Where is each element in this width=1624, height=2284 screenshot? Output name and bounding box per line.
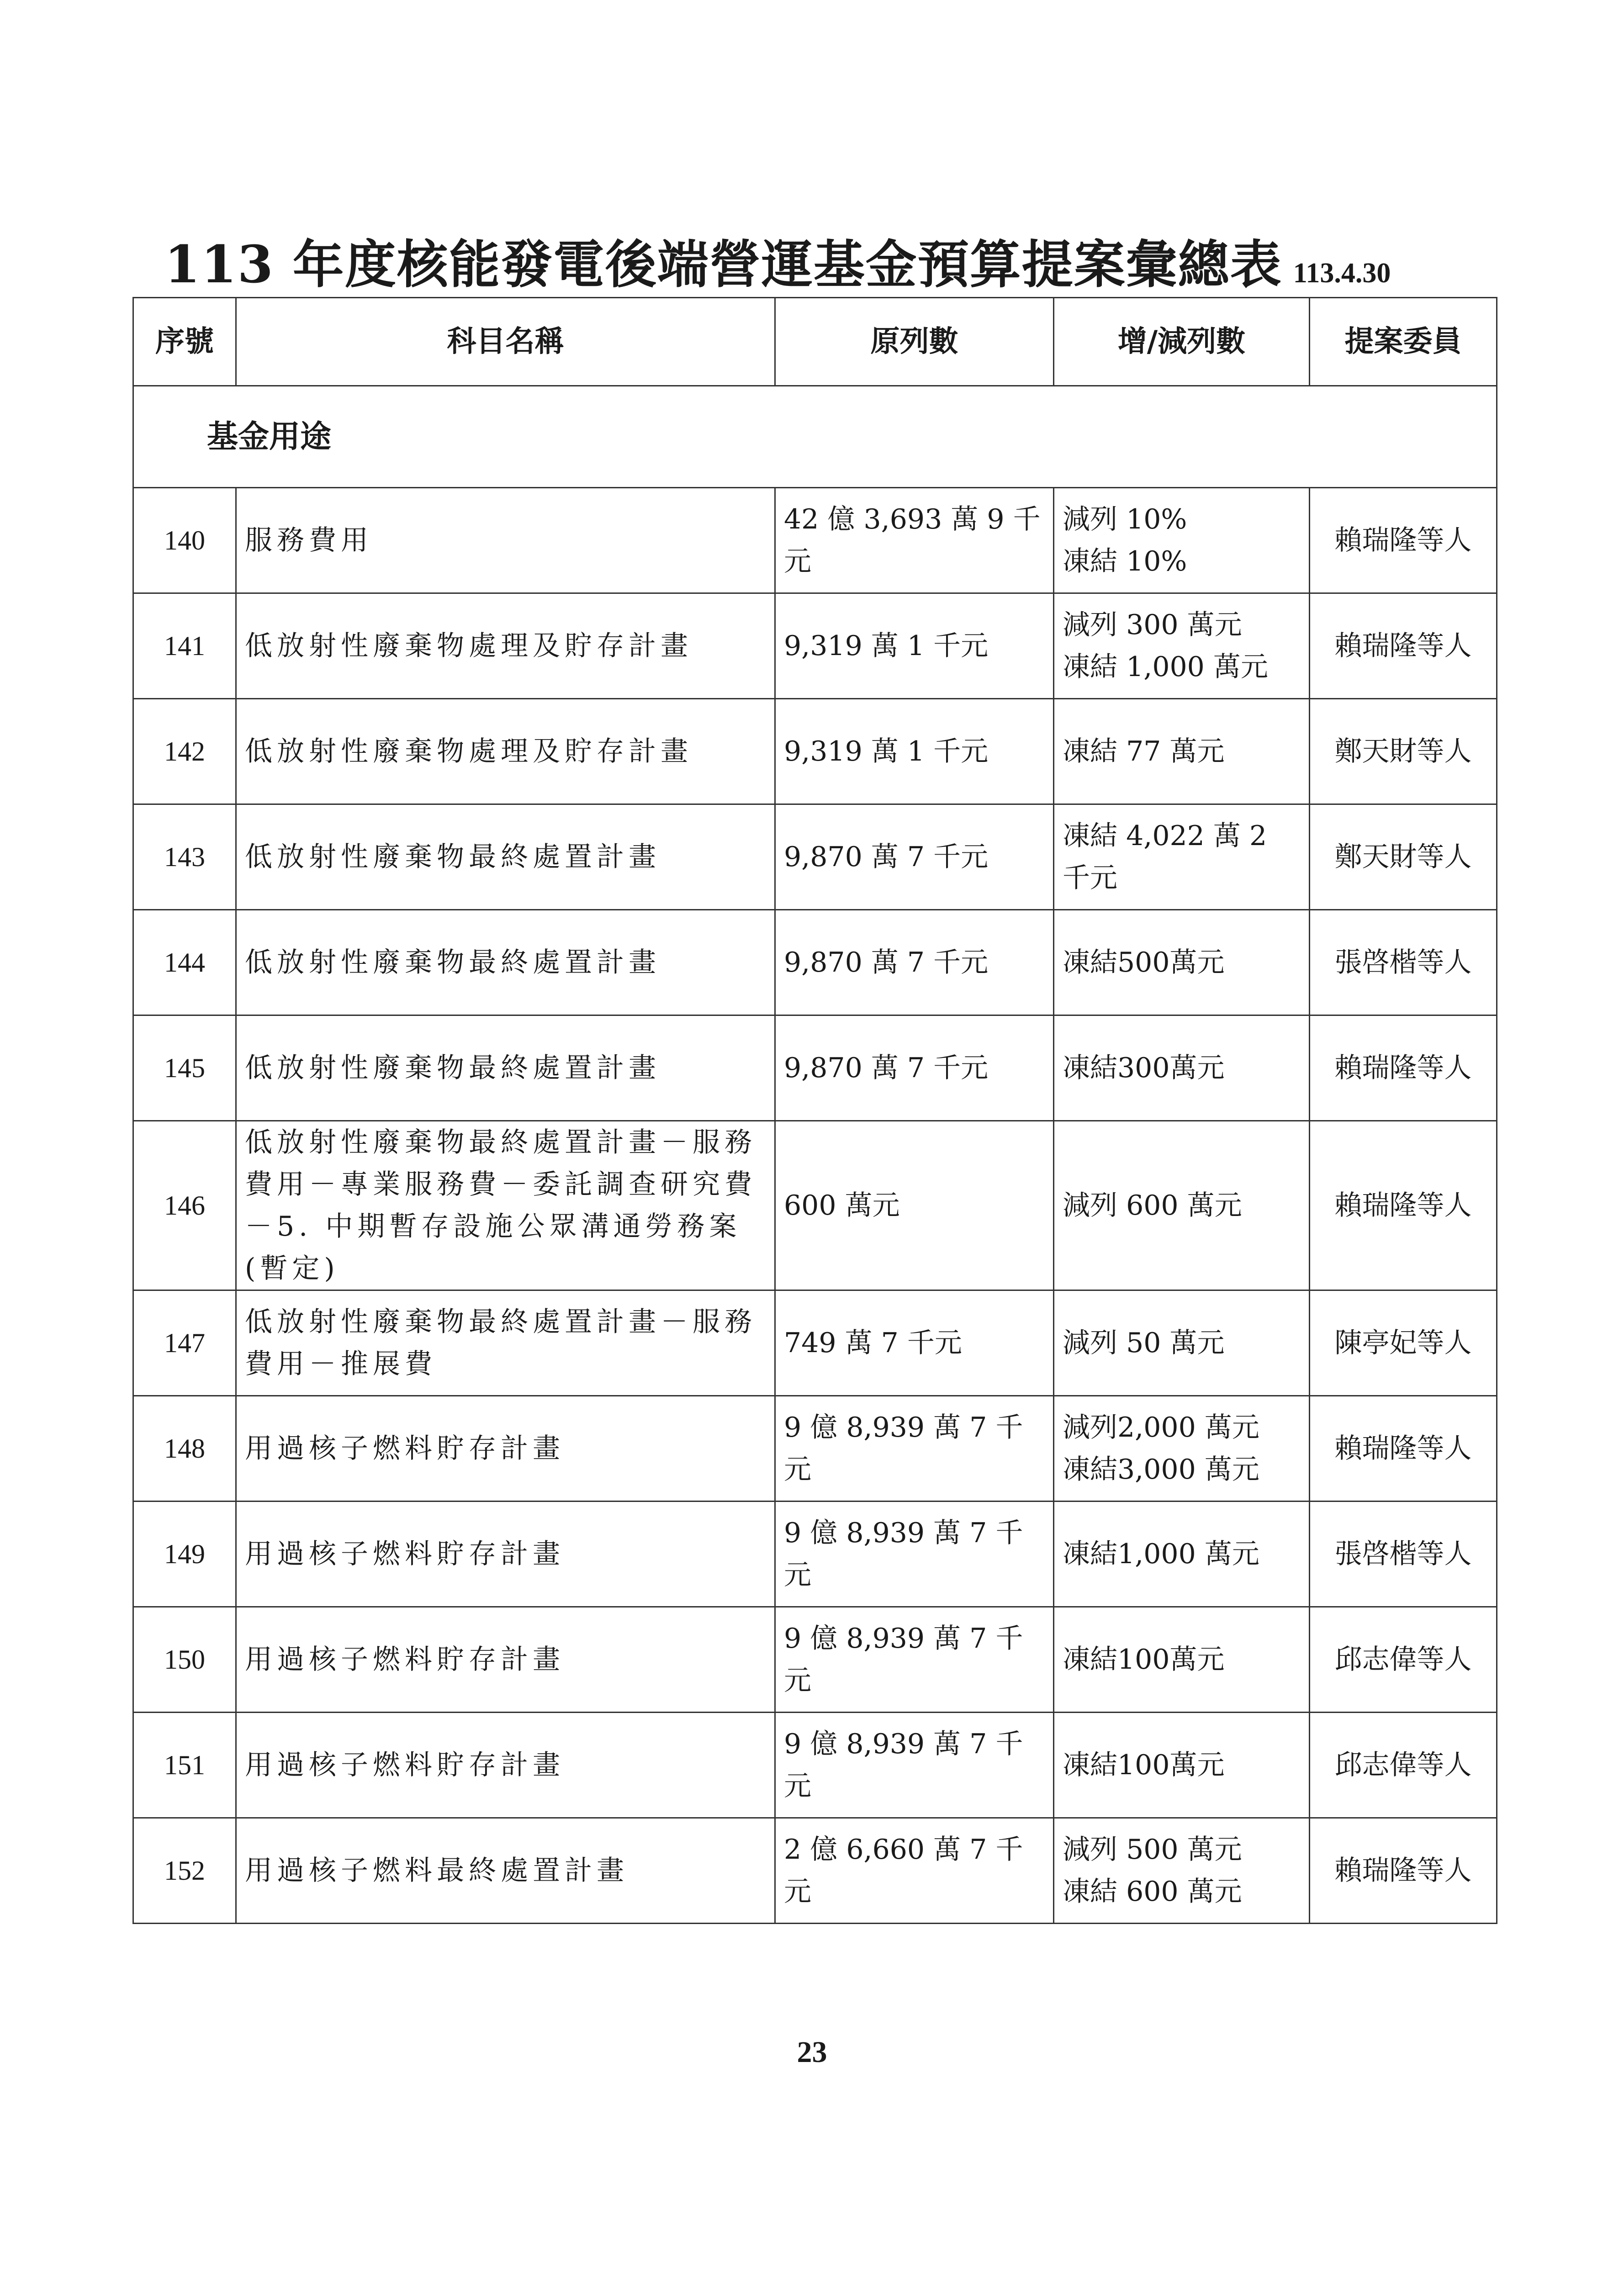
change-line: 減列 500 萬元 bbox=[1063, 1834, 1242, 1866]
table-row bbox=[133, 804, 1497, 910]
title-date: 113.4.30 bbox=[1293, 258, 1391, 289]
row-id: 144 bbox=[133, 910, 236, 1015]
change-line: 凍結 77 萬元 bbox=[1063, 735, 1225, 767]
row-proposer: 賴瑞隆等人 bbox=[1310, 1396, 1497, 1502]
row-subject: 服務費用 bbox=[236, 488, 775, 593]
row-subject: 低放射性廢棄物最終處置計畫 bbox=[236, 1015, 775, 1121]
row-original: 9,319 萬 1 千元 bbox=[775, 699, 1054, 804]
change-line: 凍結 1,000 萬元 bbox=[1063, 651, 1268, 683]
row-id: 150 bbox=[133, 1607, 236, 1713]
header-id: 序號 bbox=[133, 298, 236, 386]
row-change bbox=[1054, 1290, 1310, 1396]
change-line: 凍結 600 萬元 bbox=[1063, 1876, 1242, 1908]
row-change bbox=[1054, 1607, 1310, 1713]
row-subject: 用過核子燃料貯存計畫 bbox=[236, 1607, 775, 1713]
change-line: 減列 50 萬元 bbox=[1063, 1327, 1225, 1359]
header-subject: 科目名稱 bbox=[236, 298, 775, 386]
row-proposer: 邱志偉等人 bbox=[1310, 1607, 1497, 1713]
header-row bbox=[133, 298, 1497, 386]
title-text: 113 年度核能發電後端營運基金預算提案彙總表 bbox=[164, 235, 1282, 295]
table-row bbox=[133, 488, 1497, 593]
table-row bbox=[133, 1502, 1497, 1607]
row-change bbox=[1054, 1713, 1310, 1818]
row-subject: 低放射性廢棄物最終處置計畫－服務費用－專業服務費－委託調查研究費－5. 中期暫存設施公眾溝通勞務案(暫定) bbox=[236, 1121, 775, 1290]
row-id: 142 bbox=[133, 699, 236, 804]
row-id: 152 bbox=[133, 1818, 236, 1924]
row-change bbox=[1054, 699, 1310, 804]
row-proposer: 賴瑞隆等人 bbox=[1310, 1121, 1497, 1290]
change-line: 凍結 4,022 萬 2 千元 bbox=[1063, 820, 1267, 894]
document-title bbox=[164, 224, 1391, 297]
table-row bbox=[133, 1396, 1497, 1502]
row-subject: 低放射性廢棄物處理及貯存計畫 bbox=[236, 593, 775, 699]
row-original: 9 億 8,939 萬 7 千元 bbox=[775, 1502, 1054, 1607]
table-row bbox=[133, 1121, 1497, 1290]
row-proposer: 賴瑞隆等人 bbox=[1310, 1818, 1497, 1924]
header-original: 原列數 bbox=[775, 298, 1054, 386]
row-subject: 用過核子燃料貯存計畫 bbox=[236, 1396, 775, 1502]
row-proposer: 鄭天財等人 bbox=[1310, 699, 1497, 804]
row-original: 9,319 萬 1 千元 bbox=[775, 593, 1054, 699]
change-line: 凍結100萬元 bbox=[1063, 1644, 1225, 1676]
row-original: 9 億 8,939 萬 7 千元 bbox=[775, 1396, 1054, 1502]
row-proposer: 陳亭妃等人 bbox=[1310, 1290, 1497, 1396]
table-row bbox=[133, 1713, 1497, 1818]
row-original: 42 億 3,693 萬 9 千元 bbox=[775, 488, 1054, 593]
change-line: 凍結1,000 萬元 bbox=[1063, 1538, 1259, 1570]
table-row bbox=[133, 910, 1497, 1015]
row-id: 147 bbox=[133, 1290, 236, 1396]
row-original: 9 億 8,939 萬 7 千元 bbox=[775, 1607, 1054, 1713]
change-line: 減列 600 萬元 bbox=[1063, 1190, 1242, 1221]
change-line: 減列 10% bbox=[1063, 503, 1187, 535]
row-subject: 低放射性廢棄物最終處置計畫－服務費用－推展費 bbox=[236, 1290, 775, 1396]
table-row bbox=[133, 593, 1497, 699]
row-original: 600 萬元 bbox=[775, 1121, 1054, 1290]
row-id: 143 bbox=[133, 804, 236, 910]
page-number: 23 bbox=[797, 2036, 827, 2069]
table-row bbox=[133, 699, 1497, 804]
table-row bbox=[133, 1818, 1497, 1924]
row-proposer: 邱志偉等人 bbox=[1310, 1713, 1497, 1818]
row-proposer: 張啓楷等人 bbox=[1310, 1502, 1497, 1607]
change-line: 凍結3,000 萬元 bbox=[1063, 1454, 1259, 1486]
budget-table bbox=[132, 297, 1497, 1924]
row-subject: 低放射性廢棄物處理及貯存計畫 bbox=[236, 699, 775, 804]
table-row bbox=[133, 1607, 1497, 1713]
row-change bbox=[1054, 1818, 1310, 1924]
row-original: 9,870 萬 7 千元 bbox=[775, 1015, 1054, 1121]
row-id: 140 bbox=[133, 488, 236, 593]
change-line: 減列 300 萬元 bbox=[1063, 609, 1242, 641]
row-proposer: 張啓楷等人 bbox=[1310, 910, 1497, 1015]
section-row bbox=[133, 386, 1497, 488]
change-line: 凍結300萬元 bbox=[1063, 1052, 1225, 1084]
change-line: 凍結 10% bbox=[1063, 545, 1187, 577]
row-change bbox=[1054, 593, 1310, 699]
change-line: 減列2,000 萬元 bbox=[1063, 1412, 1259, 1443]
row-original: 749 萬 7 千元 bbox=[775, 1290, 1054, 1396]
row-original: 9,870 萬 7 千元 bbox=[775, 804, 1054, 910]
row-proposer: 賴瑞隆等人 bbox=[1310, 1015, 1497, 1121]
row-original: 2 億 6,660 萬 7 千元 bbox=[775, 1818, 1054, 1924]
row-subject: 低放射性廢棄物最終處置計畫 bbox=[236, 910, 775, 1015]
row-id: 149 bbox=[133, 1502, 236, 1607]
row-change bbox=[1054, 1396, 1310, 1502]
row-subject: 用過核子燃料貯存計畫 bbox=[236, 1502, 775, 1607]
row-id: 145 bbox=[133, 1015, 236, 1121]
row-original: 9,870 萬 7 千元 bbox=[775, 910, 1054, 1015]
change-line: 凍結500萬元 bbox=[1063, 946, 1225, 978]
row-id: 141 bbox=[133, 593, 236, 699]
row-subject: 用過核子燃料最終處置計畫 bbox=[236, 1818, 775, 1924]
row-proposer: 賴瑞隆等人 bbox=[1310, 488, 1497, 593]
row-proposer: 鄭天財等人 bbox=[1310, 804, 1497, 910]
row-change bbox=[1054, 488, 1310, 593]
row-id: 146 bbox=[133, 1121, 236, 1290]
row-id: 148 bbox=[133, 1396, 236, 1502]
row-change bbox=[1054, 804, 1310, 910]
row-id: 151 bbox=[133, 1713, 236, 1818]
row-proposer: 賴瑞隆等人 bbox=[1310, 593, 1497, 699]
row-subject: 低放射性廢棄物最終處置計畫 bbox=[236, 804, 775, 910]
header-proposer: 提案委員 bbox=[1310, 298, 1497, 386]
table-row bbox=[133, 1015, 1497, 1121]
row-change bbox=[1054, 1015, 1310, 1121]
row-change bbox=[1054, 910, 1310, 1015]
row-subject: 用過核子燃料貯存計畫 bbox=[236, 1713, 775, 1818]
section-label: 基金用途 bbox=[133, 386, 1497, 488]
table-row bbox=[133, 1290, 1497, 1396]
header-change: 增/減列數 bbox=[1054, 298, 1310, 386]
change-line: 凍結100萬元 bbox=[1063, 1749, 1225, 1781]
row-change bbox=[1054, 1121, 1310, 1290]
row-change bbox=[1054, 1502, 1310, 1607]
row-original: 9 億 8,939 萬 7 千元 bbox=[775, 1713, 1054, 1818]
